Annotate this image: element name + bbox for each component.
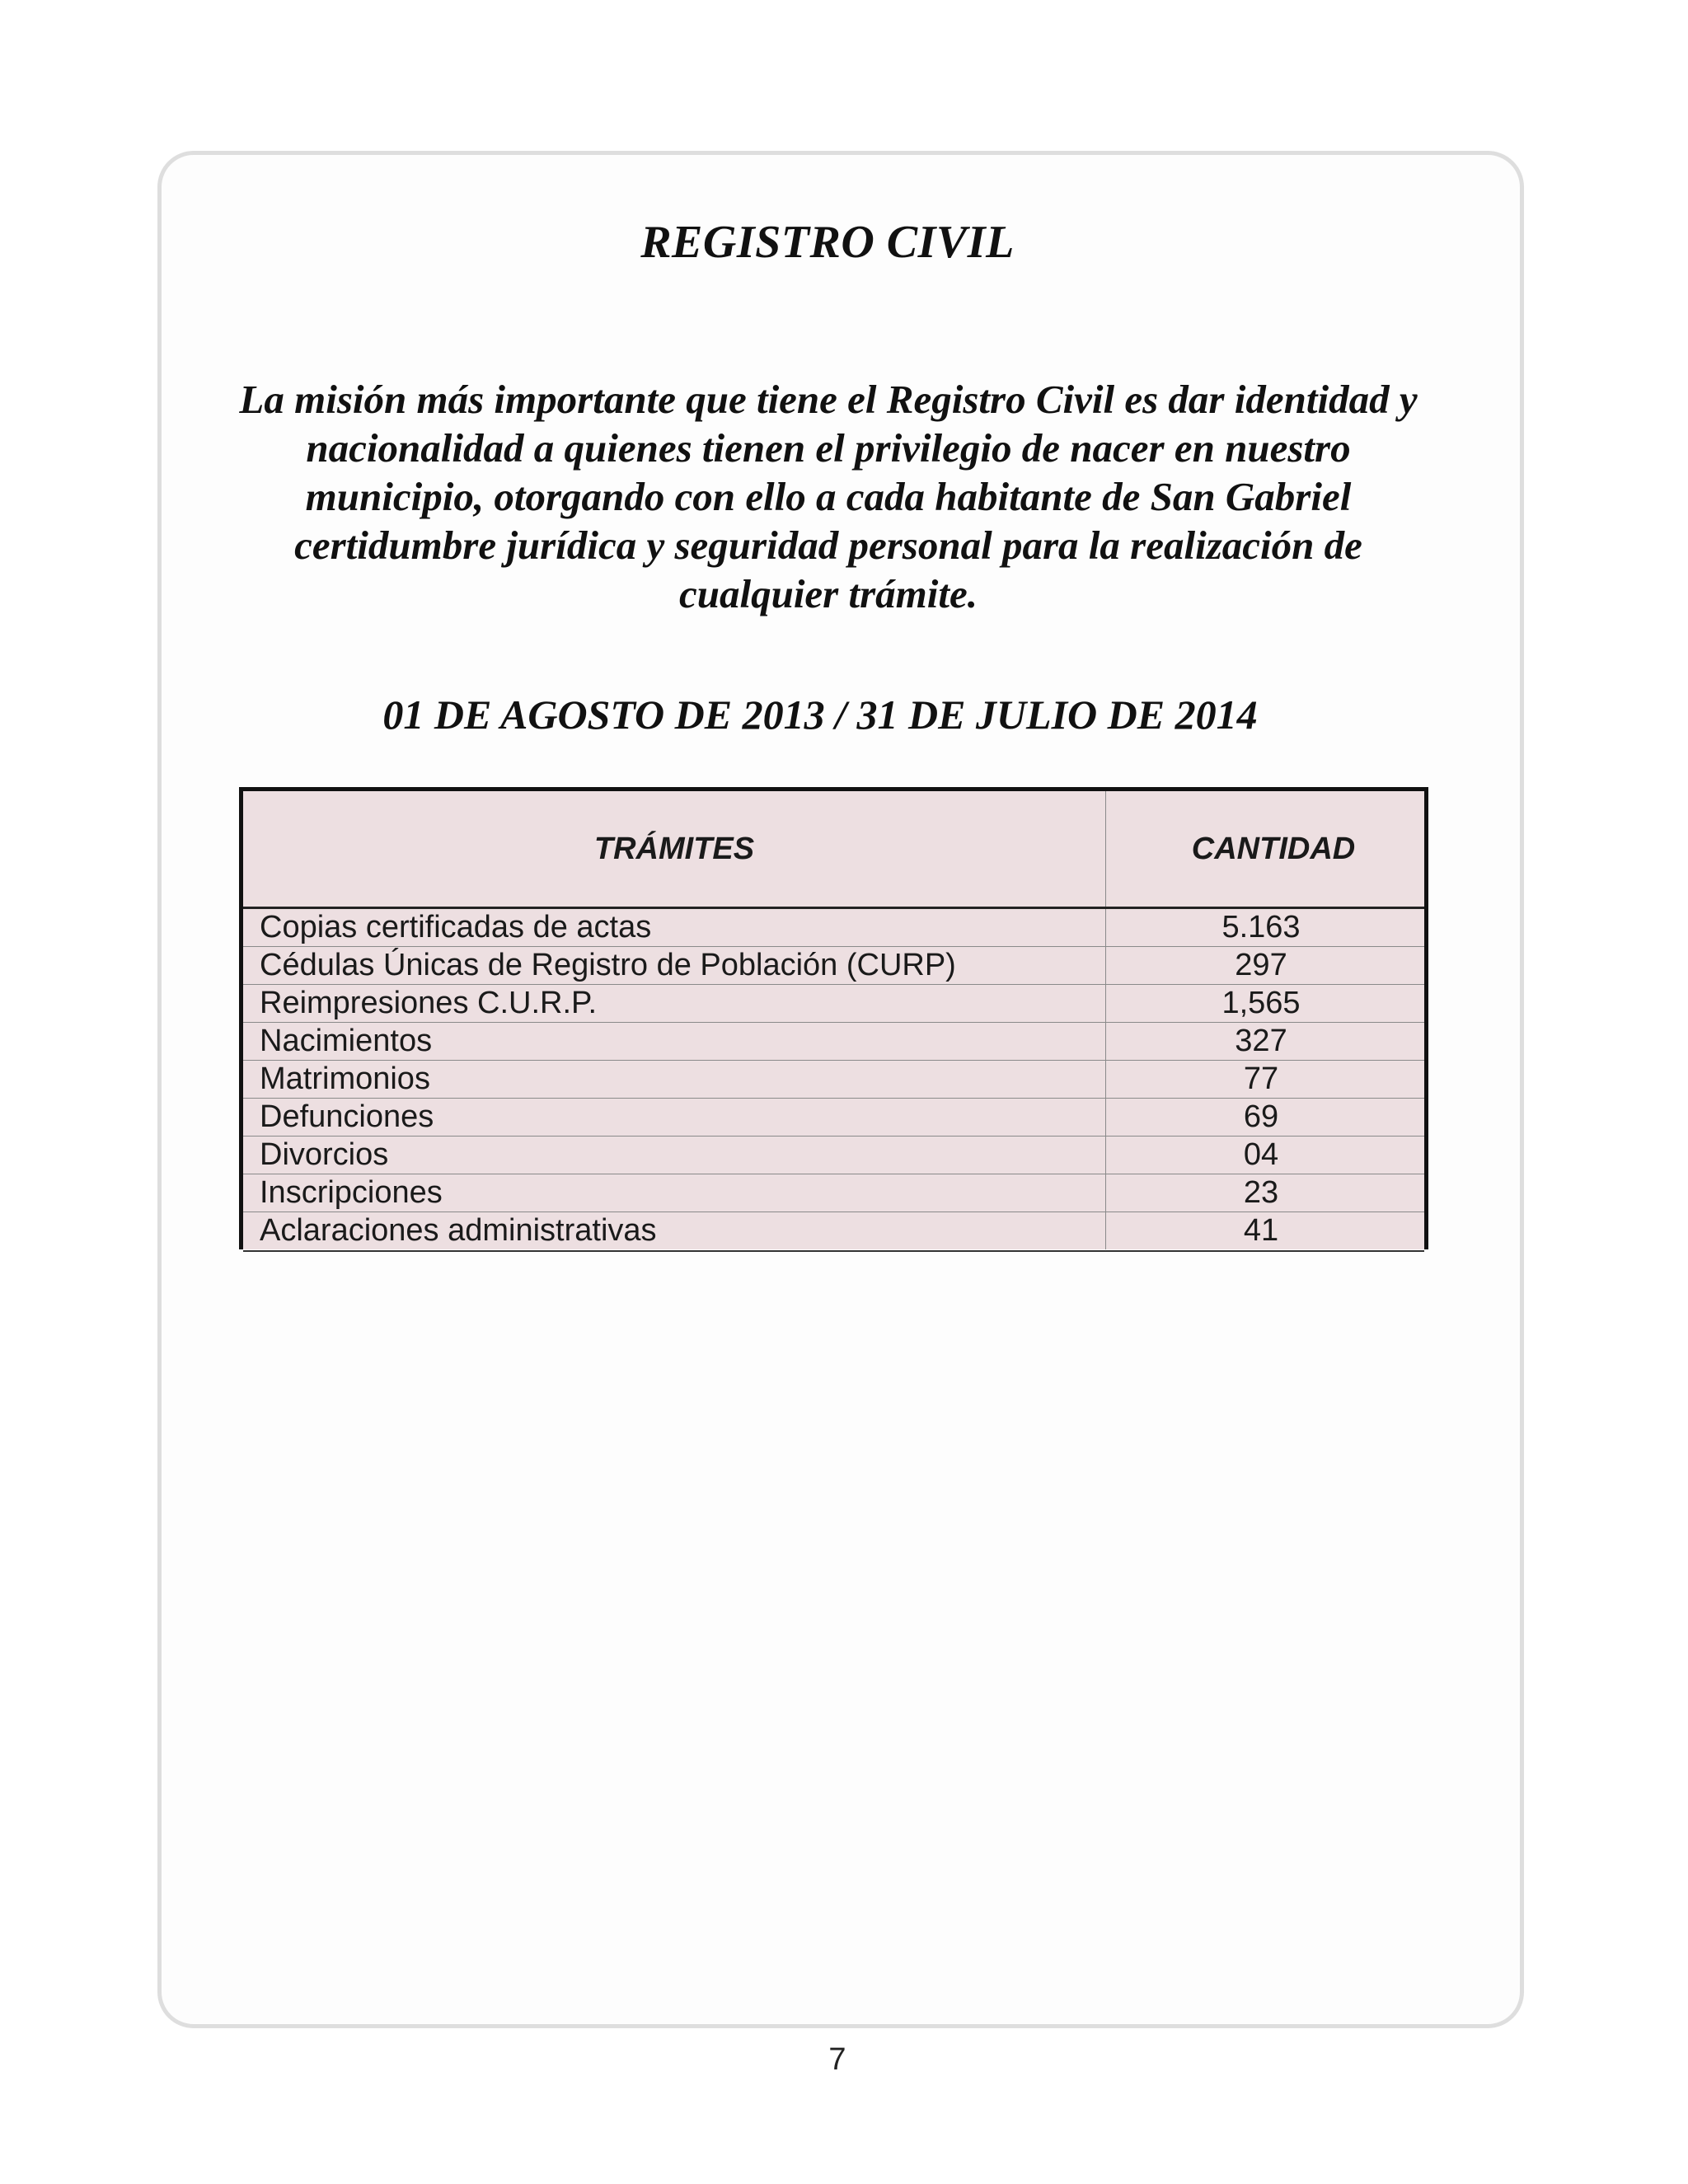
tramite-name: Aclaraciones administrativas bbox=[243, 1212, 1106, 1250]
page-title: REGISTRO CIVIL bbox=[640, 217, 1015, 268]
tramite-quantity: 5.163 bbox=[1106, 908, 1425, 947]
table-row bbox=[243, 1137, 1424, 1174]
tramite-name: Divorcios bbox=[243, 1137, 1106, 1174]
tramite-name: Nacimientos bbox=[243, 1023, 1106, 1061]
tramites-table-container bbox=[239, 787, 1428, 1249]
tramites-table bbox=[243, 791, 1424, 1249]
tramite-name: Reimpresiones C.U.R.P. bbox=[243, 985, 1106, 1023]
report-period: 01 DE AGOSTO DE 2013 / 31 DE JULIO DE 2014 bbox=[382, 691, 1258, 738]
tramite-name: Defunciones bbox=[243, 1099, 1106, 1137]
tramite-name: Inscripciones bbox=[243, 1174, 1106, 1212]
tramite-quantity: 41 bbox=[1243, 1213, 1279, 1248]
tramite-quantity: 77 bbox=[1106, 1061, 1425, 1099]
tramite-quantity: 297 bbox=[1106, 947, 1425, 985]
table-row bbox=[243, 1061, 1424, 1099]
table-row bbox=[243, 1212, 1424, 1250]
tramite-name: Copias certificadas de actas bbox=[243, 908, 1106, 947]
tramite-quantity: 04 bbox=[1106, 1137, 1425, 1174]
header-tramites: TRÁMITES bbox=[243, 791, 1106, 908]
header-cantidad: CANTIDAD bbox=[1106, 791, 1425, 908]
tramite-name: Cédulas Únicas de Registro de Población (CURP) bbox=[243, 947, 1106, 985]
tramite-quantity: 69 bbox=[1106, 1099, 1425, 1137]
table-row bbox=[243, 908, 1424, 947]
mission-statement: La misión más importante que tiene el Registro Civil es dar identidad y nacionalidad a quienes tienen el privilegio de nacer en nuestro municipio, otorgando con ello a cada habitante de San Gabriel certidumbre jurídica y seguridad personal para la realización de cualquier trámite. bbox=[239, 377, 1418, 616]
table-row bbox=[243, 1023, 1424, 1061]
tramite-quantity: 1,565 bbox=[1106, 985, 1425, 1023]
table-row bbox=[243, 1099, 1424, 1137]
tramite-name: Matrimonios bbox=[243, 1061, 1106, 1099]
table-row bbox=[243, 947, 1424, 985]
table-header-row bbox=[243, 791, 1424, 908]
page-number: 7 bbox=[828, 2042, 846, 2077]
tramite-quantity: 23 bbox=[1106, 1174, 1425, 1212]
table-row bbox=[243, 1174, 1424, 1212]
tramite-quantity: 327 bbox=[1106, 1023, 1425, 1061]
table-row bbox=[243, 985, 1424, 1023]
